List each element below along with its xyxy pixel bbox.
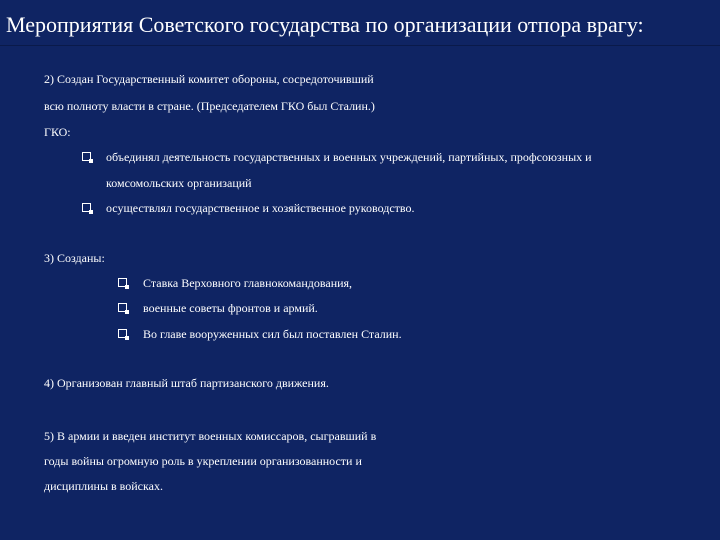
p5-line-2: годы войны огромную роль в укреплении организованности и	[44, 454, 362, 468]
p2-bullet-1-line-1: объединял деятельность государственных и военных учреждений, партийных, профсоюзных и	[106, 150, 592, 164]
p3-bullet-1: Ставка Верховного главнокомандования,	[143, 276, 353, 290]
square-bullet-icon	[82, 152, 91, 161]
square-bullet-icon	[118, 303, 127, 312]
p2-line-3: ГКО:	[44, 125, 71, 139]
p2-bullet-1-line-2: комсомольских организаций	[106, 176, 252, 190]
p2-line-1: 2) Создан Государственный комитет обороны, сосредоточивший	[44, 72, 374, 86]
p3-heading: 3) Созданы:	[44, 251, 105, 265]
p5-line-1: 5) В армии и введен институт военных комиссаров, сыгравший в	[44, 429, 377, 443]
square-bullet-icon	[82, 203, 91, 212]
p2-line-2: всю полноту власти в стране. (Председателем ГКО был Сталин.)	[44, 99, 375, 113]
slide-title: Мероприятия Советского государства по организации отпора врагу:	[6, 12, 644, 37]
p5-line-3: дисциплины в войсках.	[44, 479, 163, 493]
title-divider	[0, 45, 720, 46]
p4-line: 4) Организован главный штаб партизанского движения.	[44, 376, 329, 390]
p3-bullet-2: военные советы фронтов и армий.	[143, 301, 318, 315]
p2-bullet-2: осуществлял государственное и хозяйственное руководство.	[106, 201, 415, 215]
square-bullet-icon	[118, 329, 127, 338]
square-bullet-icon	[118, 278, 127, 287]
p3-bullet-3: Во главе вооруженных сил был поставлен Сталин.	[143, 327, 402, 341]
